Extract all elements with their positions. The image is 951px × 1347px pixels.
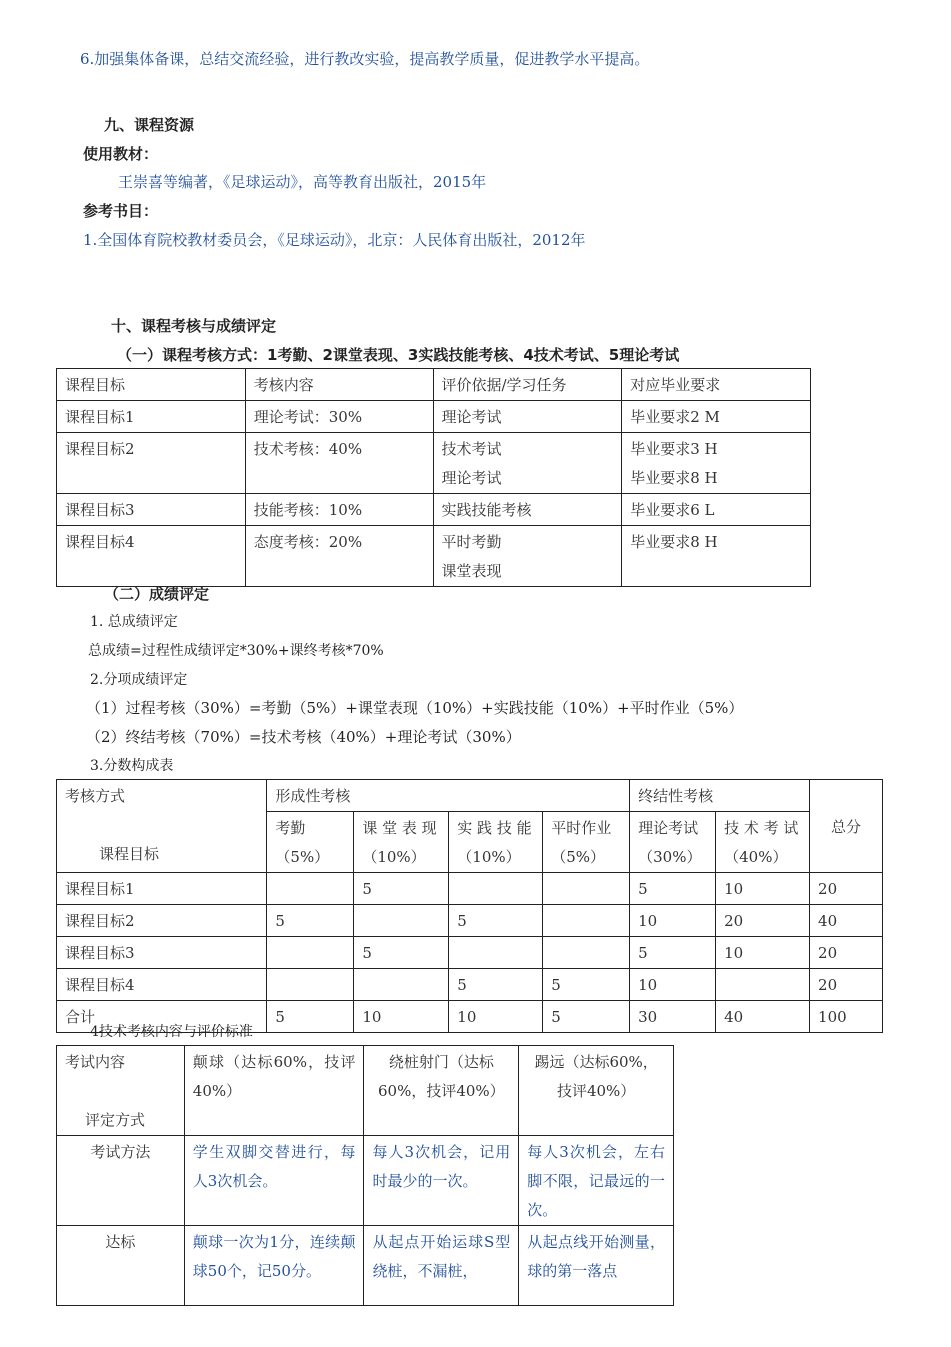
score-cell: [267, 969, 354, 1001]
score-table-heading: 3.分数构成表: [90, 758, 174, 774]
textbook-entry: 王崇喜等编著，《足球运动》，高等教育出版社，2015年: [118, 173, 487, 191]
header-cell: 对应毕业要求: [622, 369, 811, 401]
content-cell: 技能考核：10%: [245, 494, 433, 526]
table-header-row: [57, 1046, 674, 1136]
table-row: [57, 526, 811, 587]
column-weight: （10%）: [457, 848, 521, 866]
score-cell: [449, 937, 543, 969]
goal-cell: 课程目标3: [57, 494, 246, 526]
column-header: [543, 812, 630, 873]
table-row: [57, 1136, 674, 1226]
table-row: [57, 494, 811, 526]
column-header: [630, 812, 716, 873]
basis-line: 技术考试: [441, 440, 502, 458]
score-cell: 5: [267, 905, 354, 937]
score-cell: 40: [716, 1001, 810, 1033]
table-row: [57, 401, 811, 433]
goal-cell: 课程目标2: [57, 433, 246, 494]
score-cell: 10: [354, 1001, 449, 1033]
improvement-item-6: 6.加强集体备课，总结交流经验，进行教改实验，提高教学质量，促进教学水平提高。: [80, 50, 650, 68]
column-name: 平时作业: [551, 819, 612, 837]
score-cell: 30: [630, 1001, 716, 1033]
table-row: [57, 905, 883, 937]
total-cell: 20: [810, 969, 883, 1001]
score-cell: [449, 873, 543, 905]
total-cell: 20: [810, 937, 883, 969]
content-cell: 态度考核：20%: [245, 526, 433, 587]
score-cell: [543, 873, 630, 905]
column-name: 实 践 技 能: [457, 819, 532, 837]
column-name: 理论考试: [638, 819, 699, 837]
table-row: [57, 937, 883, 969]
score-cell: 5: [630, 873, 716, 905]
juggling-header: 颠球（达标60%，技评40%）: [184, 1046, 364, 1136]
goal-cell: 课程目标4: [57, 969, 267, 1001]
score-cell: 10: [449, 1001, 543, 1033]
score-cell: [543, 905, 630, 937]
itemized-grade-heading: 2.分项成绩评定: [90, 672, 188, 688]
total-header: 总分: [810, 780, 883, 873]
summative-group-header: 终结性考核: [630, 780, 810, 812]
corner-bottom-label: 课程目标: [99, 845, 160, 863]
table-row: [57, 969, 883, 1001]
score-cell: 5: [449, 905, 543, 937]
column-header: [267, 812, 354, 873]
corner-cell: [57, 1046, 185, 1136]
total-cell: 40: [810, 905, 883, 937]
assessment-table: [56, 368, 811, 587]
header-cell: 课程目标: [57, 369, 246, 401]
total-cell: 20: [810, 873, 883, 905]
section-9-title: 九、课程资源: [104, 116, 195, 134]
content-cell: 理论考试：30%: [245, 401, 433, 433]
requirement-line: 毕业要求3 H: [630, 440, 718, 458]
requirement-cell: [622, 433, 811, 494]
basis-cell: 理论考试: [433, 401, 622, 433]
score-cell: 10: [630, 969, 716, 1001]
goal-cell: 课程目标3: [57, 937, 267, 969]
column-header: [716, 812, 810, 873]
slalom-shot-header: 绕桩射门（达标60%，技评40%）: [364, 1046, 519, 1136]
basis-line: 平时考勤: [441, 533, 502, 551]
score-cell: 10: [716, 937, 810, 969]
corner-cell: [57, 780, 267, 873]
column-name: 技 术 考 试: [724, 819, 799, 837]
corner-top-label: 考试内容: [65, 1053, 126, 1071]
standard-label: 达标: [57, 1226, 185, 1306]
goal-cell: 课程目标1: [57, 873, 267, 905]
standard-cell: 从起点开始运球S型绕桩，不漏桩，: [364, 1226, 519, 1306]
score-cell: 5: [354, 937, 449, 969]
method-label: 考试方法: [57, 1136, 185, 1226]
requirement-cell: 毕业要求2 M: [622, 401, 811, 433]
basis-line: 理论考试: [441, 469, 502, 487]
method-cell: 学生双脚交替进行，每人3次机会。: [184, 1136, 364, 1226]
score-cell: [716, 969, 810, 1001]
score-composition-table: [56, 779, 883, 1033]
formative-group-header: 形成性考核: [267, 780, 630, 812]
total-grade-formula: 总成绩=过程性成绩评定*30%+课终考核*70%: [88, 643, 384, 659]
method-cell: 每人3次机会，记用时最少的一次。: [364, 1136, 519, 1226]
final-assessment-formula: （2）终结考核（70%）=技术考核（40%）+理论考试（30%）: [86, 728, 521, 746]
reference-entry-1: 1.全国体育院校教材委员会，《足球运动》，北京：人民体育出版社，2012年: [83, 231, 586, 249]
column-header: [354, 812, 449, 873]
goal-cell: 课程目标4: [57, 526, 246, 587]
section-10-title: 十、课程考核与成绩评定: [111, 317, 277, 335]
standard-cell: 颠球一次为1分，连续颠球50个，记50分。: [184, 1226, 364, 1306]
score-cell: 10: [716, 873, 810, 905]
goal-cell: 课程目标1: [57, 401, 246, 433]
basis-cell: [433, 433, 622, 494]
textbook-label: 使用教材：: [83, 145, 159, 163]
table-row: [57, 873, 883, 905]
score-cell: 10: [630, 905, 716, 937]
header-cell: 评价依据/学习任务: [433, 369, 622, 401]
content-cell: 技术考核：40%: [245, 433, 433, 494]
goal-cell: 合计: [57, 1001, 267, 1033]
score-cell: [267, 937, 354, 969]
column-weight: （5%）: [275, 848, 330, 866]
grading-heading: （二）成绩评定: [104, 585, 210, 603]
score-cell: 20: [716, 905, 810, 937]
assessment-methods-heading: （一）课程考核方式：1考勤、2课堂表现、3实践技能考核、4技术考试、5理论考试: [117, 346, 680, 364]
score-cell: [354, 969, 449, 1001]
score-cell: 5: [543, 969, 630, 1001]
table-header-row: [57, 780, 883, 812]
score-cell: [267, 873, 354, 905]
score-cell: 5: [449, 969, 543, 1001]
column-header: [449, 812, 543, 873]
column-name: 课 堂 表 现: [362, 819, 437, 837]
table-row: [57, 1226, 674, 1306]
method-cell: 每人3次机会，左右脚不限，记最远的一次。: [519, 1136, 674, 1226]
column-weight: （40%）: [724, 848, 788, 866]
standard-cell: 从起点线开始测量，球的第一落点: [519, 1226, 674, 1306]
column-weight: （10%）: [362, 848, 426, 866]
table-header-row: [57, 369, 811, 401]
column-weight: （5%）: [551, 848, 606, 866]
corner-top-label: 考核方式: [65, 787, 126, 805]
process-assessment-formula: （1）过程考核（30%）=考勤（5%）+课堂表现（10%）+实践技能（10%）+平时作业（5%）: [86, 699, 744, 717]
corner-bottom-label: 评定方式: [85, 1111, 146, 1129]
basis-line: 课堂表现: [441, 562, 502, 580]
score-cell: [543, 937, 630, 969]
basis-cell: [433, 526, 622, 587]
technique-standards-table: [56, 1045, 674, 1306]
requirement-line: 毕业要求8 H: [630, 469, 718, 487]
score-cell: 5: [630, 937, 716, 969]
score-cell: 5: [543, 1001, 630, 1033]
column-weight: （30%）: [638, 848, 702, 866]
table-row: [57, 433, 811, 494]
technique-standards-heading: 4技术考核内容与评价标准: [90, 1024, 253, 1040]
requirement-cell: 毕业要求6 L: [622, 494, 811, 526]
long-kick-header: 踢远（达标60%，技评40%）: [519, 1046, 674, 1136]
score-cell: 5: [354, 873, 449, 905]
header-cell: 考核内容: [245, 369, 433, 401]
column-name: 考勤: [275, 819, 306, 837]
score-cell: 5: [267, 1001, 354, 1033]
score-cell: [354, 905, 449, 937]
total-cell: 100: [810, 1001, 883, 1033]
basis-cell: 实践技能考核: [433, 494, 622, 526]
goal-cell: 课程目标2: [57, 905, 267, 937]
reference-label: 参考书目：: [83, 202, 159, 220]
requirement-cell: 毕业要求8 H: [622, 526, 811, 587]
total-grade-heading: 1. 总成绩评定: [90, 614, 178, 630]
